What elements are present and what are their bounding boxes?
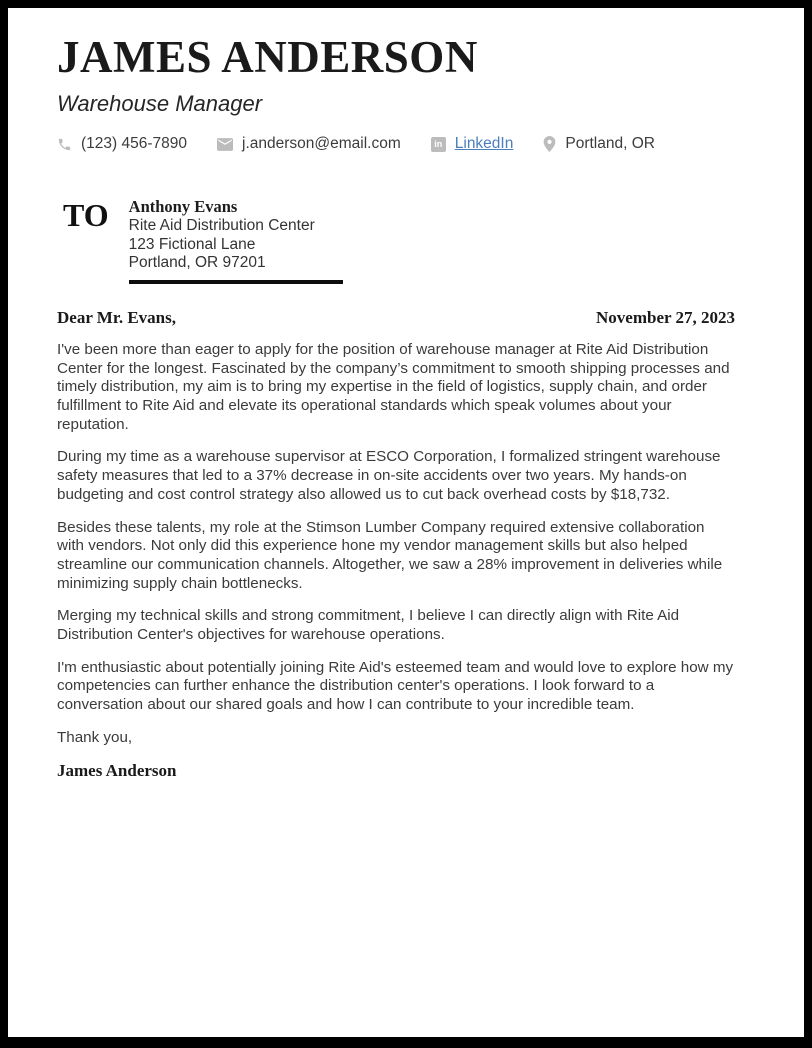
recipient-name: Anthony Evans: [128, 197, 238, 217]
mail-icon: [217, 138, 233, 151]
candidate-name: JAMES ANDERSON: [57, 32, 478, 82]
contact-location-text: Portland, OR: [565, 135, 655, 153]
paragraph-4: Merging my technical skills and strong commitment, I believe I can directly align with Rite Aid Distribution Center's objectives for warehouse operations.: [57, 607, 680, 644]
candidate-job-title: Warehouse Manager: [57, 91, 263, 117]
signature-name: James Anderson: [57, 760, 177, 780]
letter-date: November 27, 2023: [596, 307, 735, 327]
letter-header: [57, 32, 744, 153]
linkedin-icon: in: [431, 137, 446, 152]
to-label: TO: [63, 197, 109, 234]
contact-phone: [57, 135, 187, 153]
phone-icon: [57, 137, 72, 152]
contact-linkedin: [431, 135, 514, 153]
recipient-block: [63, 197, 744, 284]
paragraph-5: I'm enthusiastic about potentially joining Rite Aid's esteemed team and would love to explore how my competencies can further enhance the distribution center's operations. I look forward to a conversation about our shared goals and how I can contribute to your incredible team.: [57, 658, 734, 714]
salutation-row: [57, 308, 735, 328]
recipient-address: [129, 197, 343, 284]
contact-row: [57, 135, 744, 153]
recipient-city: Portland, OR 97201: [128, 254, 266, 272]
paragraph-1: I've been more than eager to apply for the position of warehouse manager at Rite Aid Distribution Center for the longest. Fascinated by the company’s commitment to smooth shipping processes and timely distribution, my aim is to bring my expertise in the field of logistics, supply chain, and order fulfillment to Rite Aid and elevate its operational standards which speak volumes about your reputation.: [57, 340, 730, 433]
recipient-divider: [129, 280, 343, 284]
location-pin-icon: [543, 136, 556, 152]
paragraph-3: Besides these talents, my role at the Stimson Lumber Company required extensive collaboration with vendors. Not only did this experience hone my vendor management skills but also helped streamline our communication channels. Altogether, we saw a 28% improvement in deliveries while minimizing supply chain bottlenecks.: [57, 518, 723, 592]
closing: Thank you,: [57, 728, 133, 746]
recipient-street: 123 Fictional Lane: [128, 235, 256, 253]
salutation: Dear Mr. Evans,: [57, 307, 176, 327]
linkedin-link[interactable]: LinkedIn: [454, 135, 514, 153]
letter-body: [57, 341, 735, 781]
recipient-company: Rite Aid Distribution Center: [128, 217, 315, 235]
contact-location: [543, 135, 655, 153]
contact-email: [217, 135, 401, 153]
paragraph-2: During my time as a warehouse supervisor at ESCO Corporation, I formalized stringent warehouse safety measures that led to a 37% decrease in on-site accidents over two years. My hands-on budgeting and cost control strategy also allowed us to cut back overhead costs by $18,732.: [57, 448, 721, 503]
contact-phone-text: (123) 456-7890: [81, 135, 187, 153]
contact-email-text: j.anderson@email.com: [242, 135, 401, 153]
